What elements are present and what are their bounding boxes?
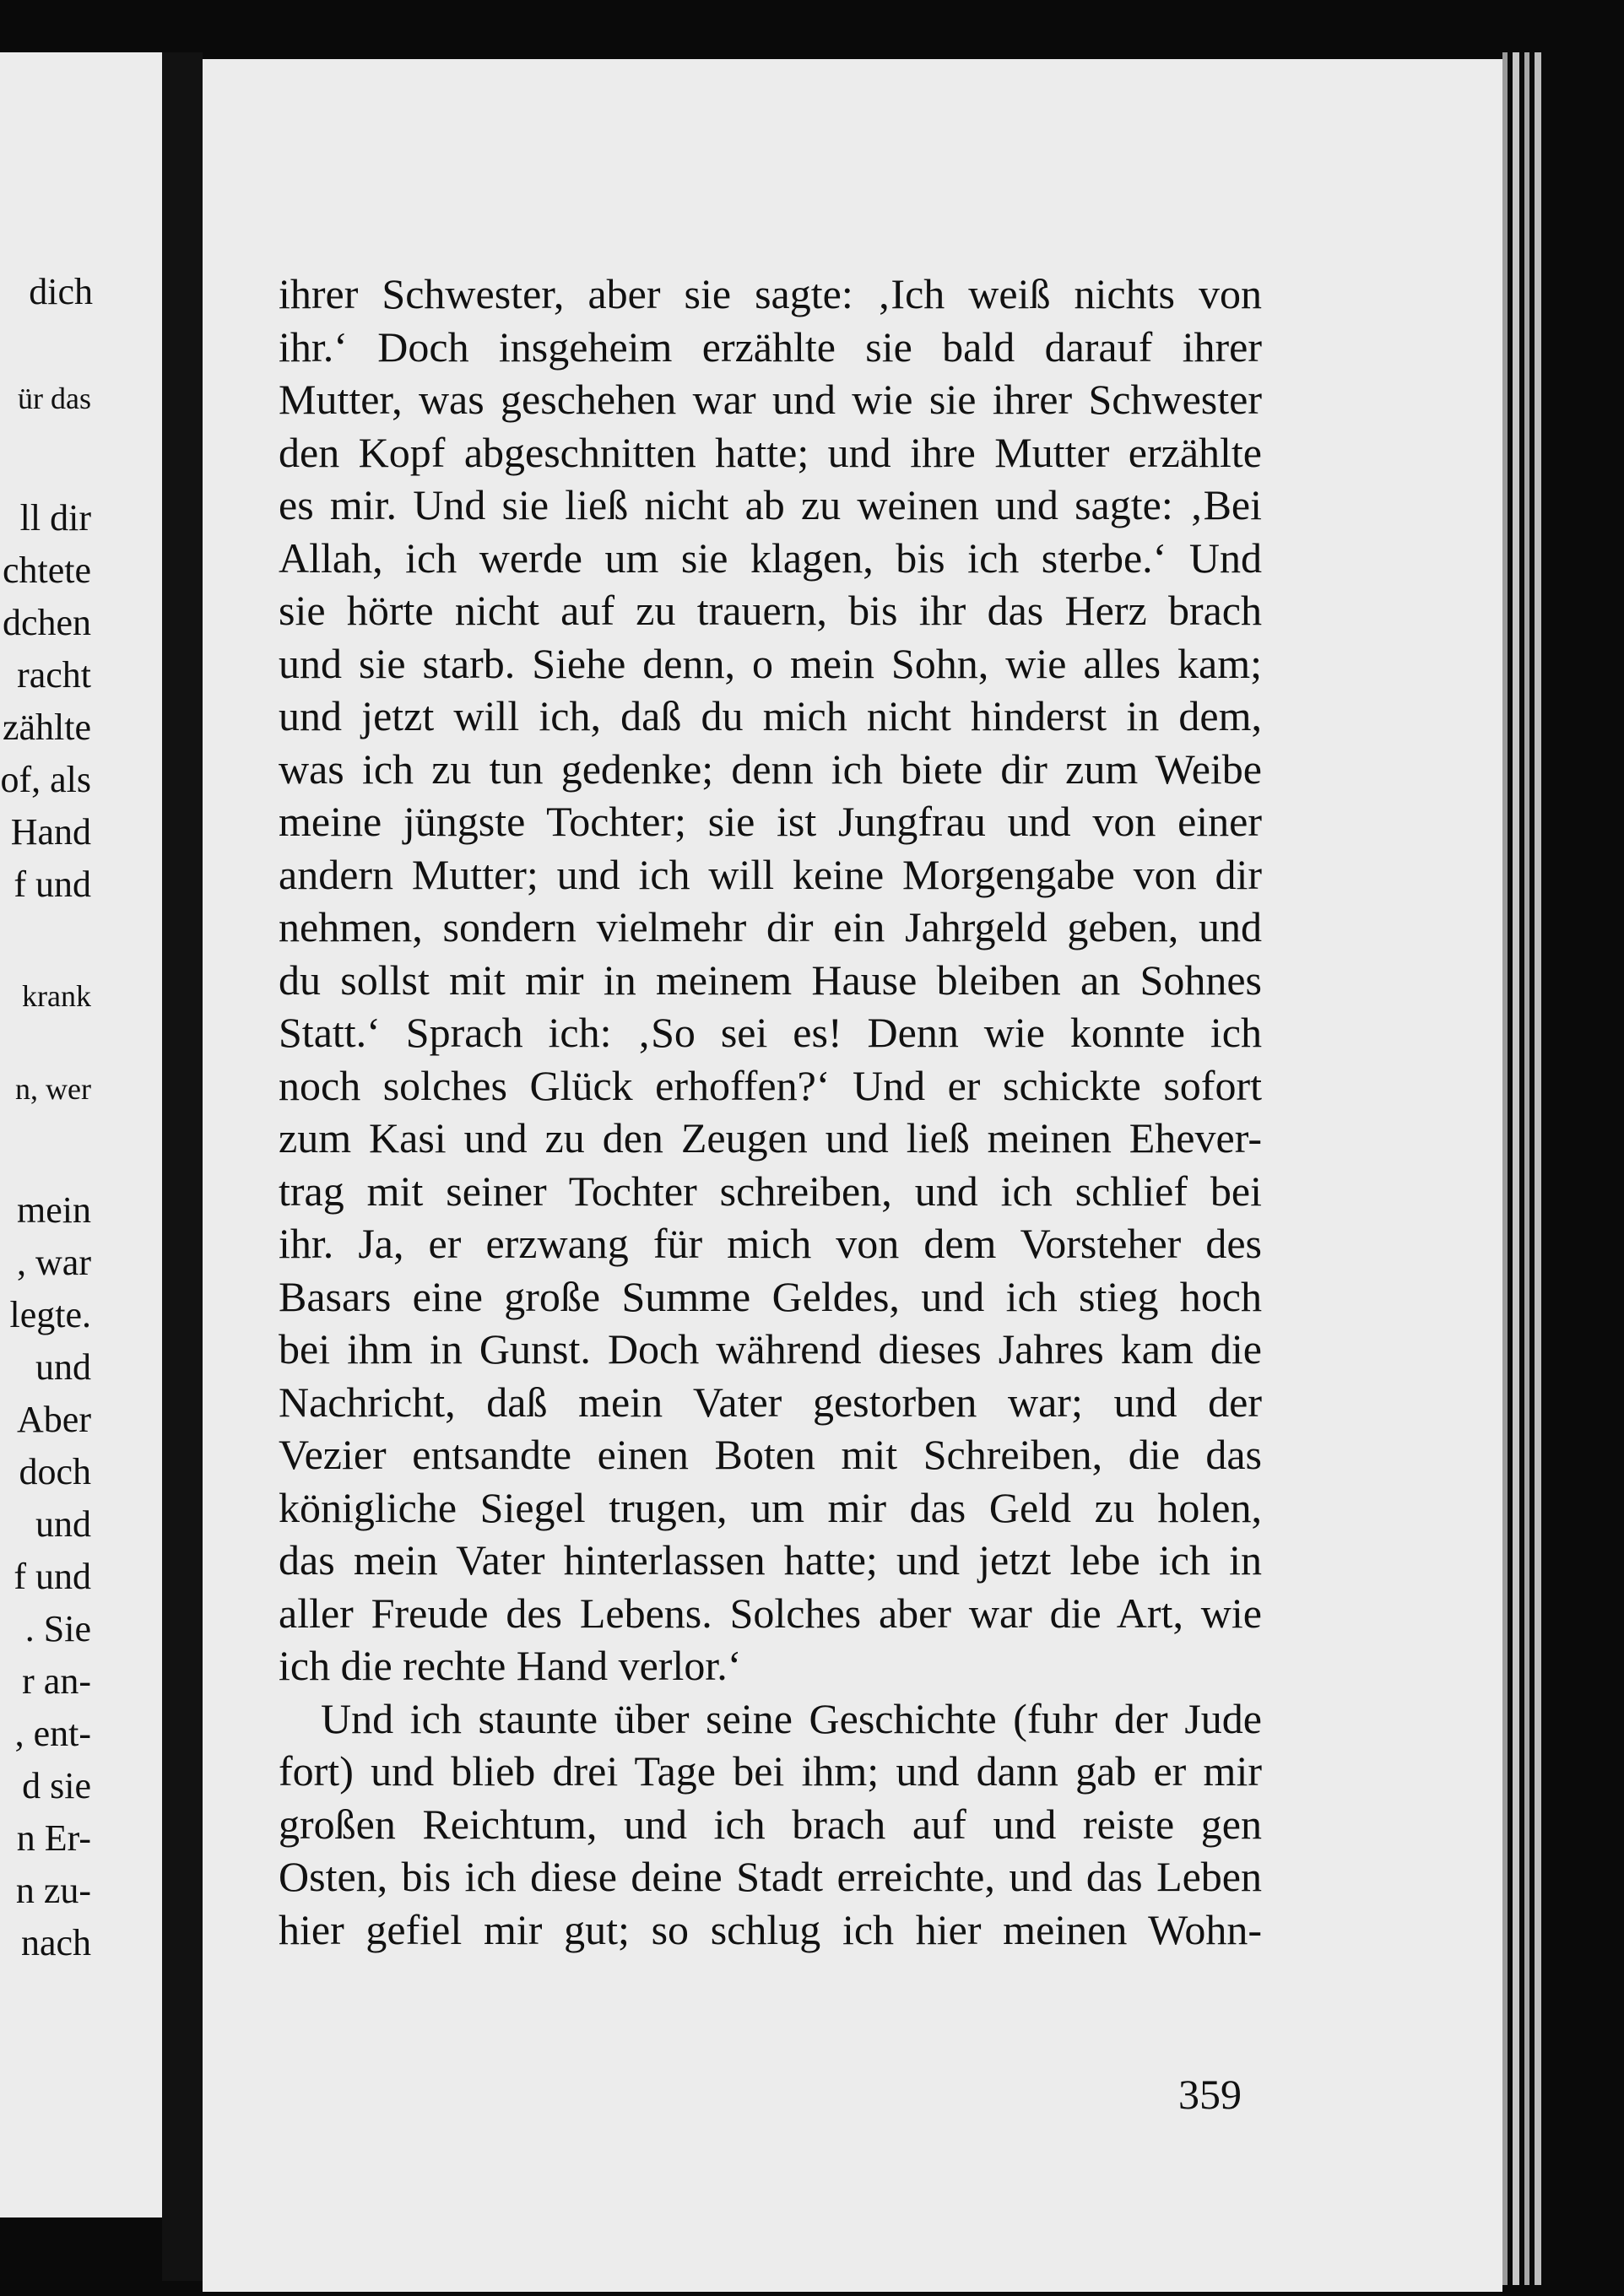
left-page-fragment bbox=[0, 52, 162, 2217]
page-edge bbox=[1524, 52, 1529, 2285]
left-text-fragment: Aber bbox=[17, 1399, 91, 1440]
left-text-fragment: Hand bbox=[10, 811, 91, 853]
text-line: aller Freude des Lebens. Solches aber war die Art, wie bbox=[279, 1589, 1262, 1637]
text-line: und jetzt will ich, daß du mich nicht hinderst in dem, bbox=[279, 692, 1262, 739]
text-line: Und ich staunte über seine Geschichte (fuhr der Jude bbox=[321, 1694, 1262, 1742]
page-edge bbox=[1513, 52, 1519, 2285]
left-text-fragment: und bbox=[35, 1346, 91, 1388]
left-text-fragment: und bbox=[35, 1503, 91, 1545]
text-line: ihr. Ja, er erzwang für mich von dem Vorsteher des bbox=[279, 1220, 1262, 1267]
text-line: fort) und blieb drei Tage bei ihm; und dann gab er mir bbox=[279, 1747, 1262, 1795]
text-line: was ich zu tun gedenke; denn ich biete dir zum Weibe bbox=[279, 745, 1262, 793]
left-text-fragment: f und bbox=[14, 864, 91, 905]
left-text-fragment: zählte bbox=[2, 707, 91, 748]
text-line: Basars eine große Summe Geldes, und ich stieg hoch bbox=[279, 1272, 1262, 1320]
left-text-fragment: mein bbox=[17, 1189, 91, 1231]
text-line: bei ihm in Gunst. Doch während dieses Jahres kam die bbox=[279, 1325, 1262, 1373]
left-text-fragment: racht bbox=[17, 654, 91, 696]
book-gutter bbox=[162, 52, 203, 2281]
text-line: hier gefiel mir gut; so schlug ich hier meinen Wohn- bbox=[279, 1905, 1262, 1953]
left-text-fragment: . Sie bbox=[24, 1608, 91, 1649]
left-text-fragment: n Er- bbox=[16, 1817, 91, 1859]
text-line: ihrer Schwester, aber sie sagte: ‚Ich weiß nichts von bbox=[279, 270, 1262, 317]
left-text-fragment: ll dir bbox=[19, 497, 91, 539]
text-line: nehmen, sondern vielmehr dir ein Jahrgeld geben, und bbox=[279, 903, 1262, 950]
text-line: meine jüngste Tochter; sie ist Jungfrau und von einer bbox=[279, 798, 1262, 845]
text-line: Statt.‘ Sprach ich: ‚So sei es! Denn wie konnte ich bbox=[279, 1009, 1262, 1056]
text-line: Osten, bis ich diese deine Stadt erreichte, und das Leben bbox=[279, 1853, 1262, 1900]
text-line: zum Kasi und zu den Zeugen und ließ meinen Ehever- bbox=[279, 1114, 1262, 1162]
left-text-fragment: nach bbox=[20, 1922, 91, 1963]
text-line: Allah, ich werde um sie klagen, bis ich sterbe.‘ Und bbox=[279, 533, 1262, 582]
text-line: sie hörte nicht auf zu trauern, bis ihr das Herz brach bbox=[279, 587, 1262, 634]
left-text-fragment: chtete bbox=[2, 550, 91, 591]
text-line: das mein Vater hinterlassen hatte; und jetzt lebe ich in bbox=[279, 1536, 1262, 1584]
left-text-fragment: ür das bbox=[18, 382, 91, 415]
text-line: ich die rechte Hand verlor.‘ bbox=[279, 1642, 742, 1689]
text-line: es mir. Und sie ließ nicht ab zu weinen und sagte: ‚Bei bbox=[279, 481, 1262, 528]
text-line: Vezier entsandte einen Boten mit Schreiben, die das bbox=[279, 1431, 1262, 1478]
text-line: königliche Siegel trugen, um mir das Geld zu holen, bbox=[279, 1483, 1262, 1531]
left-text-fragment: legte. bbox=[9, 1294, 91, 1335]
left-text-fragment: dchen bbox=[2, 602, 91, 643]
page-edge bbox=[1502, 52, 1508, 2285]
text-line: du sollst mit mir in meinem Hause bleiben an Sohnes bbox=[279, 956, 1262, 1004]
text-line: den Kopf abgeschnitten hatte; und ihre Mutter erzählte bbox=[279, 428, 1262, 476]
left-text-fragment: , war bbox=[17, 1242, 91, 1283]
left-text-fragment: , ent- bbox=[14, 1713, 91, 1754]
text-line: noch solches Glück erhoffen?‘ Und er schickte sofort bbox=[279, 1061, 1262, 1109]
page-edge bbox=[1535, 52, 1541, 2285]
left-text-fragment: n zu- bbox=[15, 1870, 91, 1911]
text-line: ihr.‘ Doch insgeheim erzählte sie bald darauf ihrer bbox=[279, 322, 1262, 371]
text-line: Mutter, was geschehen war und wie sie ihrer Schwester bbox=[279, 376, 1262, 423]
page-text bbox=[279, 268, 1262, 1956]
left-text-fragment: doch bbox=[19, 1451, 91, 1492]
text-line: andern Mutter; und ich will keine Morgengabe von dir bbox=[279, 850, 1262, 898]
left-text-fragment: of, als bbox=[0, 759, 91, 800]
text-line: Nachricht, daß mein Vater gestorben war; und der bbox=[279, 1378, 1262, 1426]
text-line: und sie starb. Siehe denn, o mein Sohn, wie alles kam; bbox=[279, 639, 1262, 687]
text-line: trag mit seiner Tochter schreiben, und ich schlief bei bbox=[279, 1167, 1262, 1215]
left-text-fragment: dich bbox=[29, 271, 93, 312]
left-text-fragment: n, wer bbox=[15, 1072, 91, 1106]
left-text-fragment: krank bbox=[22, 979, 91, 1013]
left-text-fragment: r an- bbox=[22, 1660, 91, 1702]
page-number: 359 bbox=[1178, 2071, 1242, 2118]
left-text-fragment: f und bbox=[14, 1556, 91, 1597]
left-text-fragment: d sie bbox=[22, 1765, 91, 1806]
book-page bbox=[203, 59, 1502, 2292]
text-line: großen Reichtum, und ich brach auf und reiste gen bbox=[279, 1800, 1262, 1848]
